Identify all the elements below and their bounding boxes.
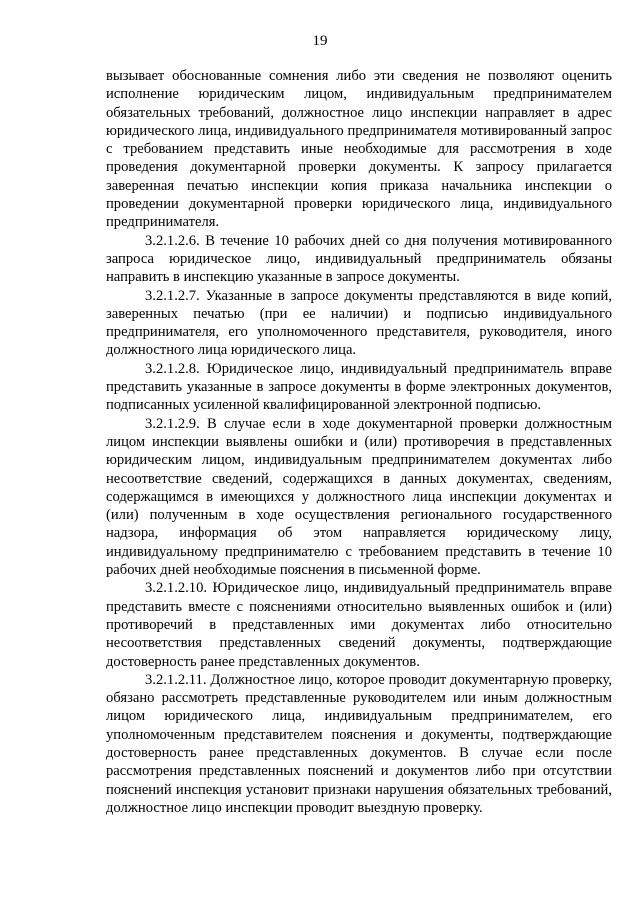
- paragraph-3-2-1-2-6: 3.2.1.2.6. В течение 10 рабочих дней со дня получения мотивированного запроса юридическое лицо, индивидуальный предприниматель обязаны направить в инспекцию указанные в запросе документы.: [106, 232, 612, 286]
- paragraph-3-2-1-2-9: 3.2.1.2.9. В случае если в ходе документарной проверки должностным лицом инспекции выявлены ошибки и (или) противоречия в представленных юридическим лицом, индивидуальным предпринимателем документах либо несоответствие сведений, содержащихся в данных документах, сведениям, содержащимся в имеющихся у должностного лица инспекции документах и (или) полученным в ходе осуществления регионального государственного надзора, информация об этом направляется юридическому лицу, индивидуальному предпринимателю с требованием представить в течение 10 рабочих дней необходимые пояснения в письменной форме.: [106, 415, 612, 579]
- paragraph-3-2-1-2-7: 3.2.1.2.7. Указанные в запросе документы представляются в виде копий, заверенных печатью (при ее наличии) и подписью индивидуального предпринимателя, его уполномоченного представителя, руководителя, иного должностного лица юридического лица.: [106, 287, 612, 359]
- paragraph-3-2-1-2-10: 3.2.1.2.10. Юридическое лицо, индивидуальный предприниматель вправе представить вместе с пояснениями относительно выявленных ошибок и (или) противоречий в представленных ими документах либо относительно несоответствия представленных сведений документы, подтверждающие достоверность ранее представленных документов.: [106, 580, 612, 670]
- paragraph-continuation: вызывает обоснованные сомнения либо эти сведения не позволяют оценить исполнение юридическим лицом, индивидуальным предпринимателем обязательных требований, должностное лицо инспекции направляет в адрес юридического лица, индивидуального предпринимателя мотивированный запрос с требованием представить иные необходимые для рассмотрения в ходе проведения документарной проверки документы. К запросу прилагается заверенная печатью инспекции копия приказа начальника инспекции о проведении документарной проверки юридического лица, индивидуального предпринимателя.: [106, 68, 612, 231]
- paragraph-3-2-1-2-8: 3.2.1.2.8. Юридическое лицо, индивидуальный предприниматель вправе представить указанные в запросе документы в форме электронных документов, подписанных усиленной квалифицированной электронной подписью.: [106, 360, 612, 414]
- paragraph-3-2-1-2-11: 3.2.1.2.11. Должностное лицо, которое проводит документарную проверку, обязано рассмотреть представленные руководителем или иным должностным лицом юридического лица, индивидуальным предпринимателем, его уполномоченным представителем пояснения и документы, подтверждающие достоверность ранее представленных документов. В случае если после рассмотрения представленных пояснений и документов либо при отсутствии пояснений инспекция установит признаки нарушения обязательных требований, должностное лицо инспекции проводит выездную проверку.: [106, 671, 612, 816]
- page-number: 19: [312, 33, 328, 49]
- document-body: [106, 67, 612, 817]
